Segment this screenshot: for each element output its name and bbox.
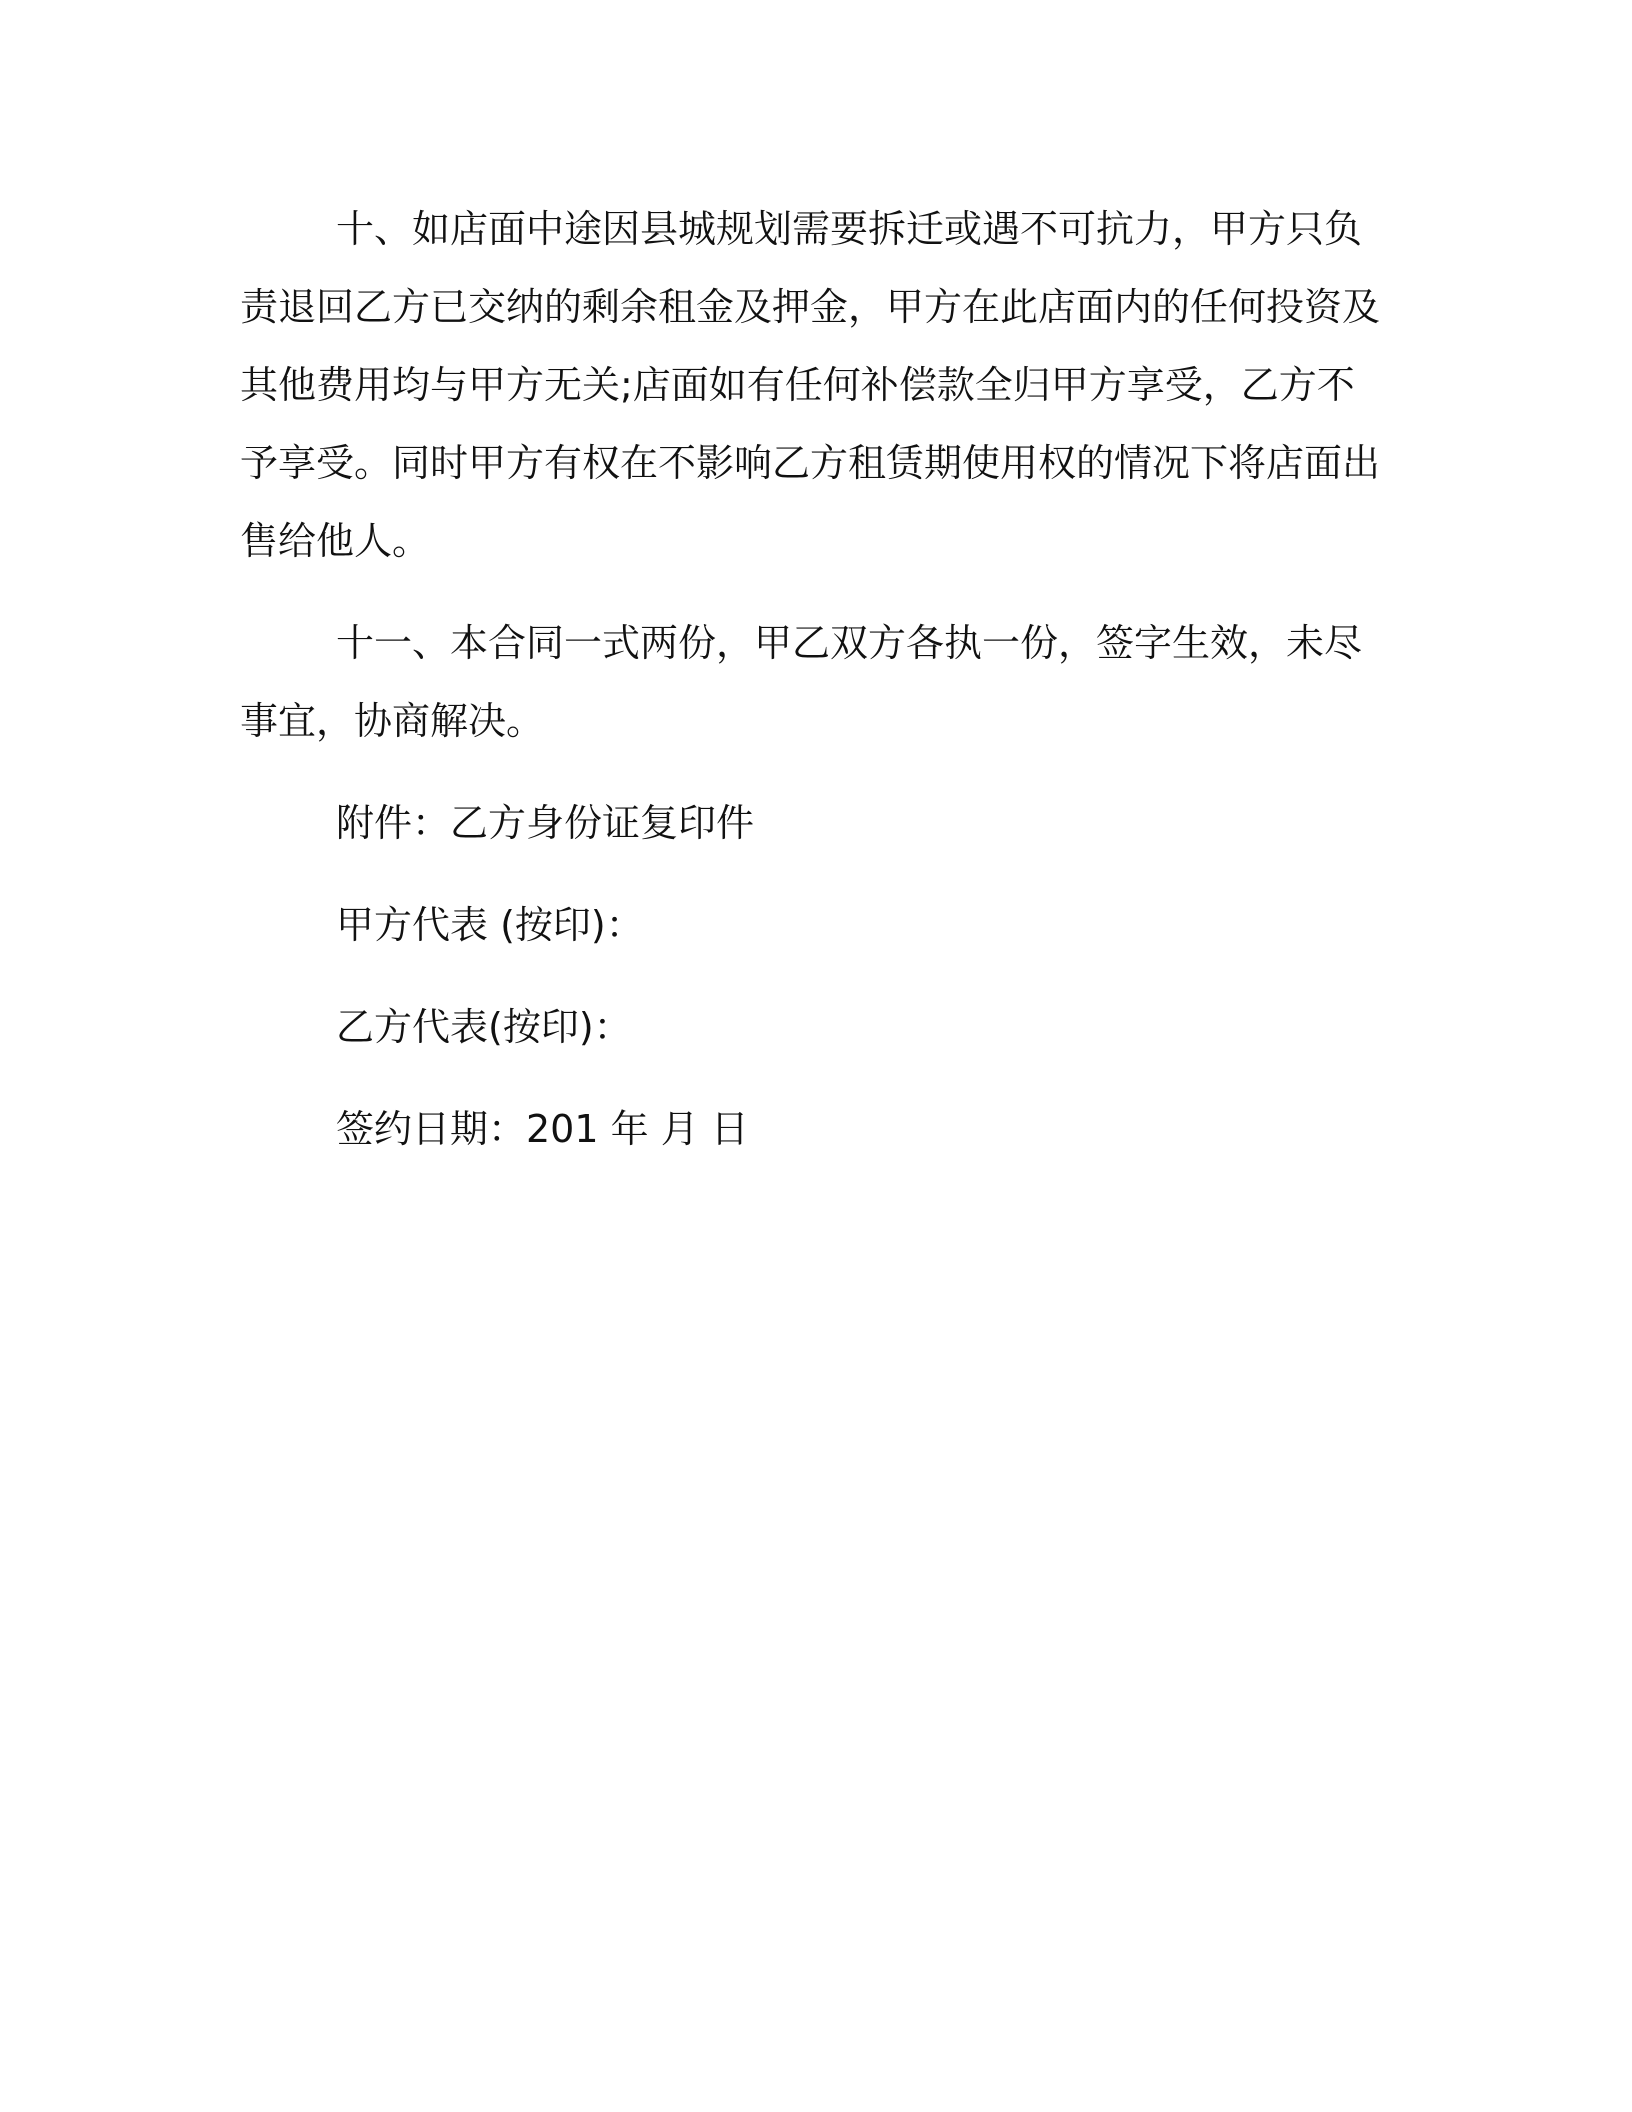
- party-b-signature-line: 乙方代表(按印)：: [336, 1005, 632, 1049]
- clause-10: 十、如店面中途因县城规划需要拆迁或遇不可抗力，甲方只负责退回乙方已交纳的剩余租金及押金，甲方在此店面内的任何投资及其他费用均与甲方无关;店面如有任何补偿款全归甲方享受，乙方不予享受。同时甲方有权在不影响乙方租赁期使用权的情况下将店面出售给他人。: [240, 207, 1381, 563]
- sign-date-line: 签约日期：201 年 月 日: [336, 1107, 749, 1151]
- party-a-signature-line: 甲方代表 (按印)：: [336, 903, 644, 947]
- attachment-line: 附件：乙方身份证复印件: [336, 801, 755, 845]
- clause-11: 十一、本合同一式两份，甲乙双方各执一份，签字生效，未尽事宜，协商解决。: [240, 621, 1363, 743]
- document-body: [240, 190, 1380, 1168]
